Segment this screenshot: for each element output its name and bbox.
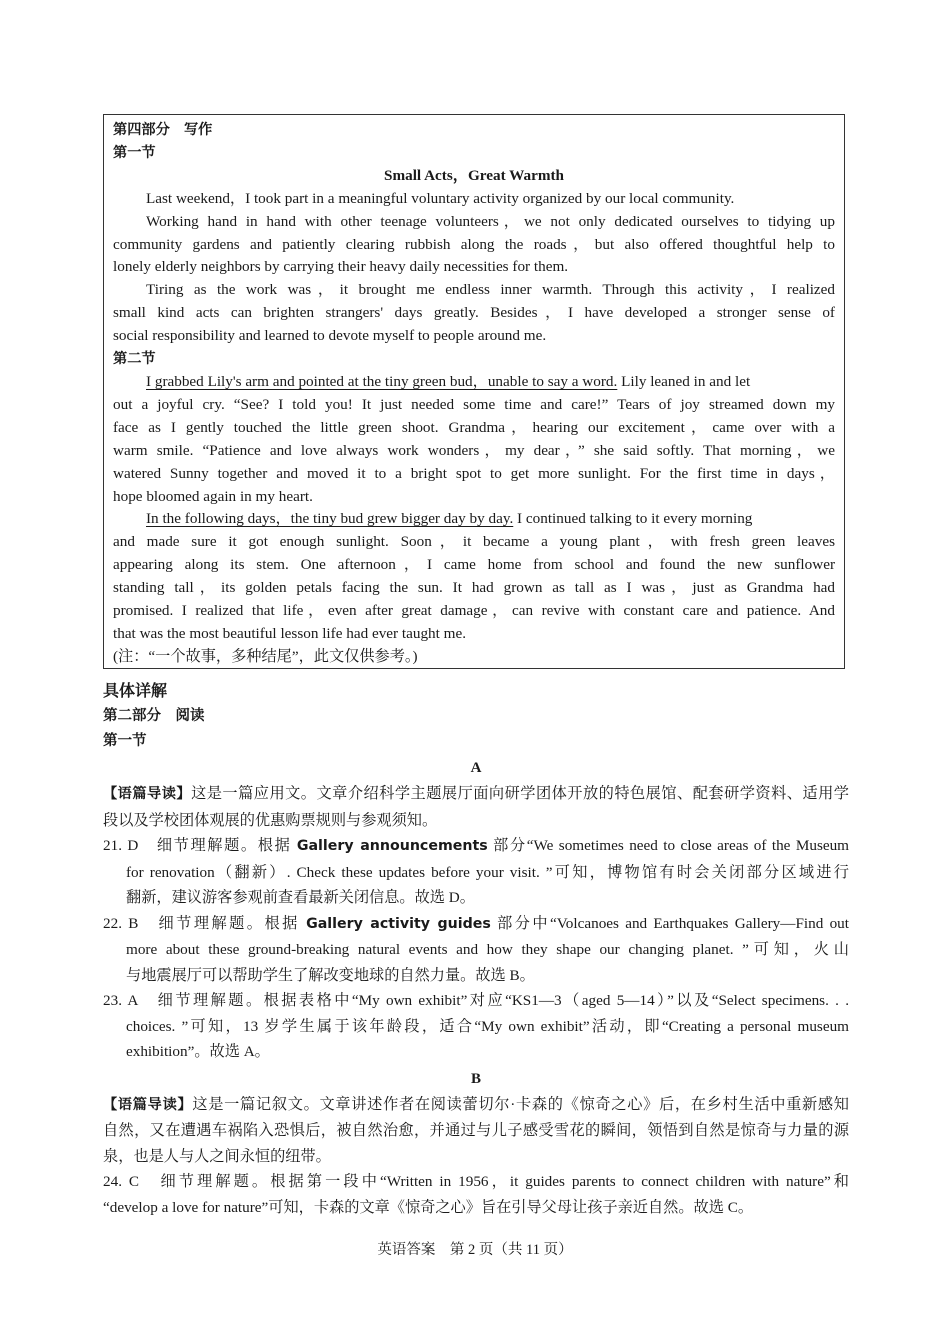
guide-b-line: 自然，又在遭遇车祸陷入恐惧后，被自然治愈，并通过与儿子感受雪花的瞬间，领悟到自然是惊奇与力量的源 — [103, 1122, 849, 1139]
essay-title: Small Acts，Great Warmth — [384, 166, 564, 184]
section2-label: 第二节 — [113, 351, 156, 368]
answer-23: 23. A 细节理解题。根据表格中“My own exhibit”对应“KS1—3（aged 5—14）”以及“Select specimens. . . choices. ”可知，13 岁学生属于该年龄段，适合“My own exhibit”活动，即“Creating a personal museum exhibition”。故选 A。 — [103, 992, 849, 1060]
reference-note: (注：“一个故事，多种结尾”，此文仅供参考。) — [113, 647, 418, 665]
detailed-explanations — [103, 677, 849, 1220]
story-second-opening-sentence: In the following days，the tiny bud grew bigger day by day. — [146, 510, 514, 528]
writing-answer-box — [103, 114, 845, 669]
passage-b-label: B — [470, 1070, 481, 1087]
story-line: warm smile. “Patience and love always work wonders，my dear，” she said softly. That morning，we — [113, 441, 835, 459]
story-line: face as I gently touched the little green shoot. Grandma，hearing our excitement，came over with a — [113, 418, 835, 436]
essay-line: social responsibility and learned to devote myself to people around me. — [113, 327, 547, 345]
answer-number: 24. C — [103, 1173, 140, 1190]
explanations-heading: 具体详解 — [103, 681, 168, 700]
passage-a-label: A — [470, 760, 482, 776]
part2-label: 第二部分 阅读 — [103, 708, 205, 724]
essay-line: Last weekend，I took part in a meaningful voluntary activity organized by our local community. — [146, 189, 735, 207]
story-line: In the following days，the tiny bud grew bigger day by day. I continued talking to it every morning — [146, 510, 753, 528]
guide-a-line: 【语篇导读】这是一篇应用文。文章介绍科学主题展厅面向研学团体开放的特色展馆、配套研学资料、适用学 — [103, 785, 849, 802]
section1-label: 第一节 — [103, 733, 147, 749]
guide-b-line: 泉，也是人与人之间永恒的纽带。 — [103, 1147, 331, 1165]
part-label: 第四部分 写作 — [113, 122, 213, 138]
story-line: and made sure it got enough sunlight. Soon，it became a young plant，with fresh green leaves — [113, 533, 835, 551]
essay-line: small kind acts can brighten strangers' days greatly. Besides，I have developed a stronger sense of — [113, 304, 835, 322]
story-line: appearing along its stem. One afternoon，I came home from school and found the new sunflower — [113, 556, 835, 574]
story-line: promised. I realized that life，even after great damage，can revive with constant care and patience. And — [113, 602, 835, 620]
story-line: standing tall，its golden petals facing the sun. It had grown as tall as I was，just as Grandma had — [113, 579, 835, 597]
essay-line: Tiring as the work was，it brought me endless inner warmth. Through this activity，I realized — [146, 281, 835, 299]
answer-number: 23. A — [103, 992, 138, 1009]
essay-line: lonely elderly neighbors by carrying their heavy daily necessities for them. — [113, 258, 569, 276]
story-line: hope bloomed again in my heart. — [113, 487, 313, 505]
guide-b-line: 【语篇导读】这是一篇记叙文。文章讲述作者在阅读蕾切尔·卡森的《惊奇之心》后，在乡村生活中重新感知 — [103, 1095, 849, 1113]
page-footer: 英语答案 第 2 页（共 11 页） — [377, 1242, 573, 1258]
guide-a-line: 段以及学校团体观展的优惠购票规则与参观须知。 — [103, 811, 438, 829]
story-line: that was the most beautiful lesson life had ever taught me. — [113, 624, 467, 642]
story-opening-sentence: I grabbed Lily's arm and pointed at the tiny green bud，unable to say a word. — [146, 372, 618, 390]
story-line: watered Sunny together and moved it to a bright spot to get more sunlight. For the first time in days， — [113, 464, 835, 482]
section1-label: 第一节 — [113, 144, 156, 161]
answer-21: 21. D 细节理解题。根据 Gallery announcements 部分“We sometimes need to close areas of the Museum for renovation（翻新）. Check these updates before your visit. ”可知，博物馆有时会关闭部分区域进行 翻新，建议游客参观前查看最新关闭信息。故选 D。 — [103, 837, 849, 906]
answer-22: 22. B 细节理解题。根据 Gallery activity guides 部分中“Volcanoes and Earthquakes Gallery—Find out more about these ground-breaking natural events and how they shape our changing planet. ”可知，火山 与地震展厅可以帮助学生了解改变地球的自然力量。故选 B。 — [103, 914, 849, 984]
answer-number: 21. D — [103, 837, 139, 854]
essay-line: community gardens and patiently clearing rubbish along the roads，but also offered thoughtful help to — [113, 235, 835, 253]
answer-24: 24. C 细节理解题。根据第一段中“Written in 1956，it guides parents to connect children with nature”和 “develop a love for nature”可知，卡森的文章《惊奇之心》旨在引导父母让孩子亲近自然。故选 C。 — [103, 1173, 849, 1216]
essay-line: Working hand in hand with other teenage volunteers，we not only dedicated ourselves to tidying up — [146, 212, 835, 230]
answer-number: 22. B — [103, 914, 139, 932]
story-line: I grabbed Lily's arm and pointed at the tiny green bud，unable to say a word. Lily leaned in and let — [146, 372, 751, 390]
story-line: out a joyful cry. “See? I told you! It just needed some time and care!” Tears of joy streamed down my — [113, 395, 835, 413]
